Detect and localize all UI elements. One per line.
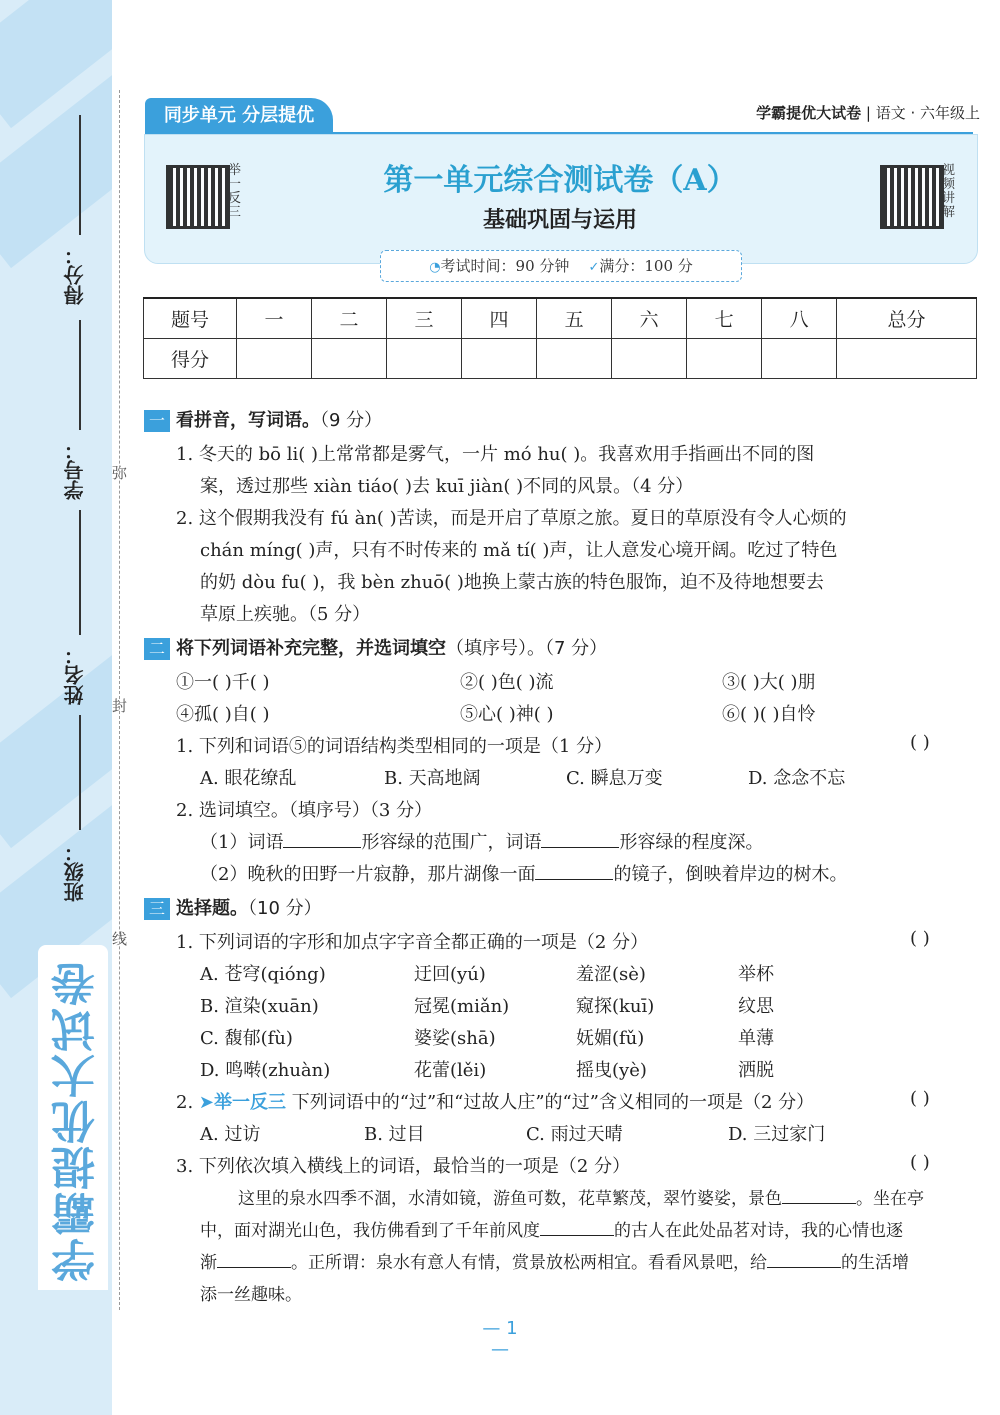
section-title: 将下列词语补充完整，并选词填空 — [176, 638, 446, 659]
word-6: ⑥( )( )自怜 — [722, 704, 816, 725]
text-part: 的古人在此处品茗对诗，我的心情也逐 — [614, 1221, 903, 1241]
option-b[interactable]: B. 过目 — [364, 1124, 425, 1145]
choice-d-1[interactable]: D. 鸣啭(zhuàn) — [200, 1060, 331, 1081]
s1-q1-line2: 案，透过那些 xiàn tiáo( )去 kuī jiàn( )不同的风景。（4 分） — [200, 476, 694, 497]
choice-a-2: 迂回(yú) — [414, 964, 486, 985]
score-input-cell[interactable] — [612, 339, 687, 379]
passage-line-1 — [238, 1184, 924, 1209]
text-part: 形容绿的范围广，词语 — [361, 832, 542, 853]
text-part: 的生活增 — [841, 1253, 909, 1273]
word-2: ②( )色( )流 — [460, 672, 554, 693]
choice-b-2: 冠冕(miǎn) — [414, 996, 510, 1017]
choice-d-3: 摇曳(yè) — [576, 1060, 647, 1081]
choice-c-2: 婆娑(shā) — [414, 1028, 496, 1049]
seal-char-1: 弥 — [112, 464, 128, 482]
subject-grade: 语文 · 六年级上 — [875, 104, 980, 122]
section-points: （10 分） — [248, 898, 322, 919]
table-cell: 五 — [537, 298, 612, 339]
text-part: 中，面对湖光山色，我仿佛看到了千年前风度 — [200, 1221, 540, 1241]
id-line — [79, 320, 81, 430]
score-input-cell[interactable] — [387, 339, 462, 379]
table-cell: 四 — [462, 298, 537, 339]
choice-b-4: 纹思 — [738, 996, 774, 1017]
practice-tag: ➤举一反三 — [198, 1092, 287, 1113]
score-input-cell[interactable] — [762, 339, 837, 379]
passage-line-2 — [200, 1216, 903, 1241]
series-label: 学霸提优大试卷 | 语文 · 六年级上 — [756, 104, 980, 122]
choice-b-1[interactable]: B. 渲染(xuān) — [200, 996, 319, 1017]
fill-blank[interactable] — [541, 846, 619, 848]
score-input-cell[interactable] — [837, 339, 977, 379]
option-a[interactable]: A. 眼花缭乱 — [200, 768, 297, 789]
s3-q1: 1. 下列词语的字形和加点字字音全都正确的一项是（2 分） — [176, 932, 649, 953]
table-row — [144, 298, 977, 339]
word-5: ⑤心( )神( ) — [460, 704, 554, 725]
passage-line-4: 添一丝趣味。 — [200, 1285, 302, 1305]
section-2-heading — [144, 634, 607, 660]
seal-char-3: 线 — [112, 930, 128, 948]
question-number: 2. — [176, 1092, 194, 1113]
exam-info — [380, 250, 742, 282]
text-part: 。坐在亭 — [856, 1189, 924, 1209]
passage-line-3 — [200, 1248, 909, 1273]
word-4: ④孤( )自( ) — [176, 704, 270, 725]
s1-q1-line1: 1. 冬天的 bō li( )上常常都是雾气，一片 mó hu( )。我喜欢用手指画出不同的图 — [176, 444, 815, 465]
score-line — [79, 115, 81, 235]
s2-q2-2 — [200, 860, 847, 886]
choice-b-3: 窥探(kuī) — [576, 996, 655, 1017]
s2-q2-1 — [200, 828, 763, 854]
table-cell: 七 — [687, 298, 762, 339]
text-part: （1）词语 — [200, 832, 284, 853]
score-input-cell[interactable] — [312, 339, 387, 379]
section-title: 看拼音，写词语。 — [176, 410, 320, 431]
score-input-cell[interactable] — [462, 339, 537, 379]
name-label: 姓名： — [63, 645, 87, 705]
fill-blank[interactable] — [217, 1266, 291, 1268]
word-3: ③( )大( )朋 — [722, 672, 816, 693]
s2-q2: 2. 选词填空。（填序号）（3 分） — [176, 800, 433, 821]
text-part: 形容绿的程度深。 — [619, 832, 764, 853]
choice-c-3: 妩媚(fǔ) — [576, 1028, 645, 1049]
fill-blank[interactable] — [283, 846, 361, 848]
score-table — [143, 297, 977, 379]
fill-blank[interactable] — [535, 878, 613, 880]
question-text: 下列词语中的“过”和“过故人庄”的“过”含义相同的一项是（2 分） — [291, 1092, 815, 1113]
text-part: 。正所谓：泉水有意人有情，赏景放松两相宜。看看风景吧，给 — [291, 1253, 767, 1273]
brand-logo: 学霸提优大试卷 — [52, 960, 103, 1282]
seal-dashed-line — [119, 90, 120, 1310]
section-points: （9 分） — [320, 410, 383, 431]
qr-code-icon[interactable] — [166, 165, 230, 229]
option-c[interactable]: C. 雨过天晴 — [526, 1124, 623, 1145]
qr-right-label: 视频讲解 — [942, 163, 956, 220]
series-name: 学霸提优大试卷 — [756, 104, 862, 122]
section-1-heading — [144, 406, 382, 432]
s1-q2-line4: 草原上疾驰。（5 分） — [200, 604, 371, 625]
answer-paren[interactable]: ( ) — [910, 732, 930, 753]
choice-a-3: 羞涩(sè) — [576, 964, 646, 985]
option-d[interactable]: D. 念念不忘 — [748, 768, 846, 789]
score-label: 得分： — [63, 245, 87, 305]
answer-paren[interactable]: ( ) — [910, 1088, 930, 1109]
fill-blank[interactable] — [782, 1202, 856, 1204]
table-cell: 八 — [762, 298, 837, 339]
answer-paren[interactable]: ( ) — [910, 928, 930, 949]
choice-c-1[interactable]: C. 馥郁(fù) — [200, 1028, 293, 1049]
class-label: 班级： — [63, 842, 87, 902]
score-input-cell[interactable] — [537, 339, 612, 379]
choice-a-1[interactable]: A. 苍穹(qióng) — [200, 964, 326, 985]
section-number: 二 — [144, 638, 170, 660]
s1-q2-line2: chán míng( )声，只有不时传来的 mǎ tí( )声，让人意发心境开阔。吃过了特色 — [200, 540, 838, 561]
table-cell: 六 — [612, 298, 687, 339]
section-title: 选择题。 — [176, 898, 248, 919]
option-c[interactable]: C. 瞬息万变 — [566, 768, 663, 789]
clock-icon: ◔ — [429, 260, 441, 275]
title-banner — [144, 134, 978, 264]
name-line — [79, 510, 81, 635]
page-subtitle: 基础巩固与运用 — [482, 208, 637, 233]
table-cell: 得分 — [144, 339, 237, 379]
s3-q3: 3. 下列依次填入横线上的词语，最恰当的一项是（2 分） — [176, 1156, 631, 1177]
page-number: — 1 — — [482, 1318, 518, 1360]
choice-d-2: 花蕾(lěi) — [414, 1060, 487, 1081]
table-cell: 三 — [387, 298, 462, 339]
fill-blank[interactable] — [540, 1234, 614, 1236]
page-title: 第一单元综合测试卷（A） — [383, 163, 737, 198]
fill-blank[interactable] — [767, 1266, 841, 1268]
seal-char-2: 封 — [112, 697, 128, 715]
choice-a-4: 举杯 — [738, 964, 774, 985]
section-3-heading — [144, 894, 322, 920]
table-cell: 二 — [312, 298, 387, 339]
text-part: 的镜子，倒映着岸边的树木。 — [613, 864, 848, 885]
choice-c-4: 单薄 — [738, 1028, 774, 1049]
score-input-cell[interactable] — [687, 339, 762, 379]
check-icon: ✓ — [588, 260, 600, 275]
word-1: ①一( )千( ) — [176, 672, 270, 693]
option-b[interactable]: B. 天高地阔 — [384, 768, 481, 789]
s3-q2 — [176, 1088, 814, 1114]
section-hint: （填序号）。（7 分） — [446, 638, 608, 659]
s1-q2-line1: 2. 这个假期我没有 fú àn( )苦读，而是开启了草原之旅。夏日的草原没有令人心烦的 — [176, 508, 847, 529]
option-d[interactable]: D. 三过家门 — [728, 1124, 826, 1145]
table-cell: 一 — [237, 298, 312, 339]
table-cell: 总分 — [837, 298, 977, 339]
score-input-cell[interactable] — [237, 339, 312, 379]
table-row — [144, 339, 977, 379]
choice-d-4: 洒脱 — [738, 1060, 774, 1081]
unit-tag: 同步单元 分层提优 — [145, 98, 333, 134]
exam-time: 考试时间：90 分钟 — [440, 257, 570, 275]
student-id-label: 学号： — [63, 440, 87, 500]
answer-paren[interactable]: ( ) — [910, 1152, 930, 1173]
qr-left-label: 举一反三 — [228, 163, 242, 220]
option-a[interactable]: A. 过访 — [200, 1124, 261, 1145]
text-part: 这里的泉水四季不涸，水清如镜，游鱼可数，花草繁茂，翠竹婆娑，景色 — [238, 1189, 782, 1209]
s1-q2-line3: 的奶 dòu fu( )，我 bèn zhuō( )地换上蒙古族的特色服饰，迫不及待地想要去 — [200, 572, 824, 593]
qr-code-video-icon[interactable] — [880, 165, 944, 229]
text-part: （2）晚秋的田野一片寂静，那片湖像一面 — [200, 864, 536, 885]
class-line — [79, 715, 81, 830]
text-part: 渐 — [200, 1253, 217, 1273]
table-cell: 题号 — [144, 298, 237, 339]
section-number: 三 — [144, 898, 170, 920]
s2-q1: 1. 下列和词语⑤的词语结构类型相同的一项是（1 分） — [176, 736, 613, 757]
section-number: 一 — [144, 410, 170, 432]
full-score: 满分：100 分 — [599, 257, 693, 275]
